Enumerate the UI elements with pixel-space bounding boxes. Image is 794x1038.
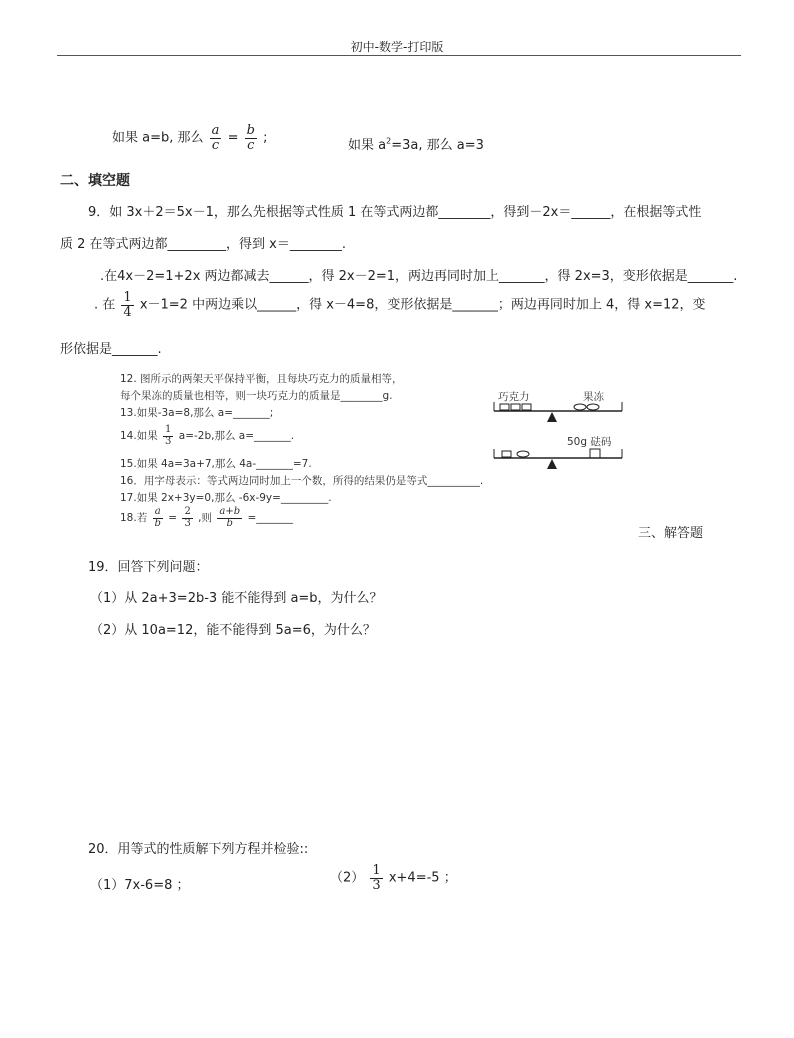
q11-prefix: . 在 [94,297,116,313]
balance-scale-1 [494,402,622,422]
q18-suffix: =_______ [247,512,294,524]
balance-scales-figure [490,400,630,480]
q18-prefix: 18.若 [120,512,148,524]
label-weight: 50g 砝码 [567,436,612,448]
q19-part2: （2）从 10a=12，能不能得到 5a=6，为什么？ [90,623,376,638]
q16-line: 16．用字母表示：等式两边同时加上一个数，所得的结果仍是等式__________. [120,475,484,487]
top-line-right [348,134,484,153]
q18-eq: = [168,512,178,524]
fraction-den: 3 [165,435,172,447]
q12-line1: 12. 图所示的两架天平保持平衡，且每块巧克力的质量相等， [120,373,403,385]
q19-title: 19．回答下列问题： [88,560,209,575]
q18-line [120,507,293,529]
balance-scale-2 [494,449,622,469]
q20-title: 20．用等式的性质解下列方程并检验:: [88,842,309,857]
fraction-den: 4 [123,304,132,320]
section-title-fill-blank: 二、填空题 [60,173,130,189]
q10-line: .在4x－2=1+2x 两边都减去______，得 2x－2=1，两边再同时加上_______，得 2x=3，变形依据是_______. [100,269,738,284]
fraction-num: 1 [123,290,132,305]
q20-part2-suffix: x+4=-5 ； [388,870,457,886]
top-left-suffix: ; [263,130,268,146]
fraction-apb-over-b [217,507,242,529]
q20-part1: （1）7x-6=8 ； [90,878,190,893]
fraction-den: 3 [372,877,381,893]
q11-line2: 形依据是_______. [60,342,162,357]
fraction-one-third [163,425,173,447]
fraction-den: c [211,137,220,153]
fraction-den: 3 [184,517,191,529]
top-left-prefix: 如果 a=b, 那么 [112,130,204,146]
q13-line: 13.如果-3a=8,那么 a=_______; [120,407,274,419]
q9-line2: 质 2 在等式两边都_________，得到 x＝________. [60,237,346,252]
q20-part2-prefix: （2） [330,870,365,886]
fraction-one-quarter [121,291,133,319]
q19-part1: （1）从 2a+3=2b-3 能不能得到 a=b，为什么？ [90,591,383,606]
label-jelly: 果冻 [583,391,604,403]
section-title-answer: 三、解答题 [638,526,704,541]
q15-line: 15.如果 4a=3a+7,那么 4a-_______=7. [120,458,312,470]
top-left-eq: = [227,130,239,146]
fraction-b-over-c [245,124,257,152]
q14-suffix: a=-2b,那么 a=_______. [178,430,295,442]
fraction-num: a+b [219,506,241,517]
q12-line2: 每个果冻的质量也相等，则一块巧克力的质量是________g. [120,390,393,402]
q20-part2 [330,864,457,892]
fraction-num: a [211,123,220,138]
q9-line1: 9．如 3x＋2＝5x－1，那么先根据等式性质 1 在等式两边都________，得到－2x＝______，在根据等式性 [88,205,702,220]
q17-line: 17.如果 2x+3y=0,那么 -6x-9y=_________. [120,492,332,504]
fraction-num: b [246,123,255,138]
fraction-one-third [370,864,382,892]
fraction-num: 1 [165,424,172,435]
fraction-den: b [226,517,233,529]
fraction-den: b [154,517,161,529]
q14-prefix: 14.如果 [120,430,158,442]
top-right-prefix: 如果 a [348,138,387,153]
fraction-num: 1 [372,863,381,878]
top-right-suffix: =3a, 那么 a=3 [391,138,484,153]
fraction-a-over-b [153,507,163,529]
top-right-sup: 2 [386,136,392,146]
q14-line [120,425,294,447]
fraction-a-over-c [210,124,222,152]
page-header: 初中-数学-打印版 [350,40,444,54]
label-chocolate: 巧克力 [498,391,530,403]
fraction-two-thirds [182,507,192,529]
top-line-left [112,124,267,152]
q11-line1 [94,291,706,319]
fraction-den: c [247,137,255,153]
fraction-num: 2 [184,506,191,517]
q11-suffix: x－1=2 中两边乘以______，得 x－4=8，变形依据是_______；两边再同时加上 4，得 x=12，变 [139,297,706,313]
fraction-num: a [154,506,161,517]
q18-mid: ,则 [198,512,213,524]
header-rule [57,55,741,56]
